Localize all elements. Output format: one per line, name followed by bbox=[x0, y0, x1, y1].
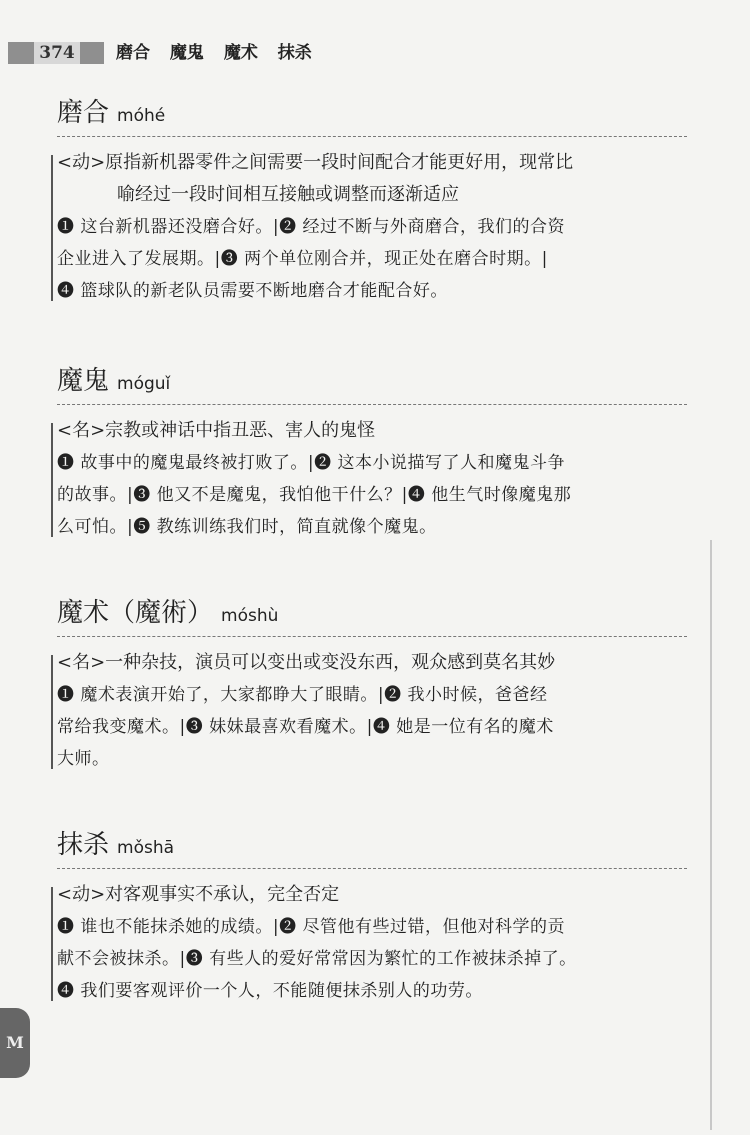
headword-line bbox=[57, 364, 687, 405]
headword: 魔鬼 bbox=[57, 366, 110, 396]
headword: 魔术（魔術） bbox=[57, 598, 214, 628]
pinyin: móguǐ bbox=[117, 374, 171, 394]
definition: <名>宗教或神话中指丑恶、害人的鬼怪 bbox=[57, 420, 376, 441]
example-line: ❶ 这台新机器还没磨合好。|❷ 经过不断与外商磨合，我们的合资 bbox=[57, 217, 566, 237]
example-line: ❶ 谁也不能抹杀她的成绩。|❷ 尽管他有些过错，但他对科学的贡 bbox=[57, 917, 566, 937]
headword-line bbox=[57, 596, 687, 637]
example-line: 献不会被抹杀。|❸ 有些人的爱好常常因为繁忙的工作被抹杀掉了。 bbox=[57, 949, 577, 969]
entry-margin-bar bbox=[51, 887, 53, 1001]
example-line: ❶ 故事中的魔鬼最终被打败了。|❷ 这本小说描写了人和魔鬼斗争 bbox=[57, 453, 566, 473]
entry-body bbox=[57, 879, 687, 1007]
page-header-bar bbox=[8, 42, 104, 64]
definition-continued: 喻经过一段时间相互接触或调整而逐渐适应 bbox=[117, 184, 459, 205]
example-line: 常给我变魔术。|❸ 妹妹最喜欢看魔术。|❹ 她是一位有名的魔术 bbox=[57, 717, 554, 737]
headword-line bbox=[57, 828, 687, 869]
page-number: 374 bbox=[34, 42, 80, 64]
example-line: ❹ 我们要客观评价一个人，不能随便抹杀别人的功劳。 bbox=[57, 981, 483, 1001]
headword: 磨合 bbox=[57, 98, 110, 128]
definition: <动>对客观事实不承认，完全否定 bbox=[57, 884, 340, 905]
letter-index-tab: M bbox=[0, 1008, 30, 1078]
pinyin: mǒshā bbox=[117, 838, 175, 858]
example-line: 企业进入了发展期。|❸ 两个单位刚合并，现正处在磨合时期。| bbox=[57, 249, 548, 269]
headword: 抹杀 bbox=[57, 830, 110, 860]
dictionary-entry bbox=[57, 96, 687, 307]
entry-margin-bar bbox=[51, 423, 53, 537]
entry-body bbox=[57, 415, 687, 543]
header-guide-words: 磨合 魔鬼 魔术 抹杀 bbox=[116, 43, 312, 63]
example-line: 么可怕。|❺ 教练训练我们时，简直就像个魔鬼。 bbox=[57, 517, 437, 537]
example-line: ❶ 魔术表演开始了，大家都睁大了眼睛。|❷ 我小时候，爸爸经 bbox=[57, 685, 548, 705]
page-edge-shadow bbox=[710, 540, 712, 1130]
pinyin: móshù bbox=[221, 606, 279, 626]
entry-body bbox=[57, 647, 687, 775]
pinyin: móhé bbox=[117, 106, 166, 126]
dictionary-entry bbox=[57, 828, 687, 1007]
example-line: 大师。 bbox=[57, 749, 110, 769]
example-line: ❹ 篮球队的新老队员需要不断地磨合才能配合好。 bbox=[57, 281, 448, 301]
entry-margin-bar bbox=[51, 655, 53, 769]
dictionary-entry bbox=[57, 364, 687, 543]
dictionary-entry bbox=[57, 596, 687, 775]
entry-margin-bar bbox=[51, 155, 53, 301]
definition: <动>原指新机器零件之间需要一段时间配合才能更好用，现常比 bbox=[57, 152, 574, 173]
headword-line bbox=[57, 96, 687, 137]
entry-body bbox=[57, 147, 687, 307]
definition: <名>一种杂技，演员可以变出或变没东西，观众感到莫名其妙 bbox=[57, 652, 556, 673]
example-line: 的故事。|❸ 他又不是魔鬼，我怕他干什么？|❹ 他生气时像魔鬼那 bbox=[57, 485, 572, 505]
